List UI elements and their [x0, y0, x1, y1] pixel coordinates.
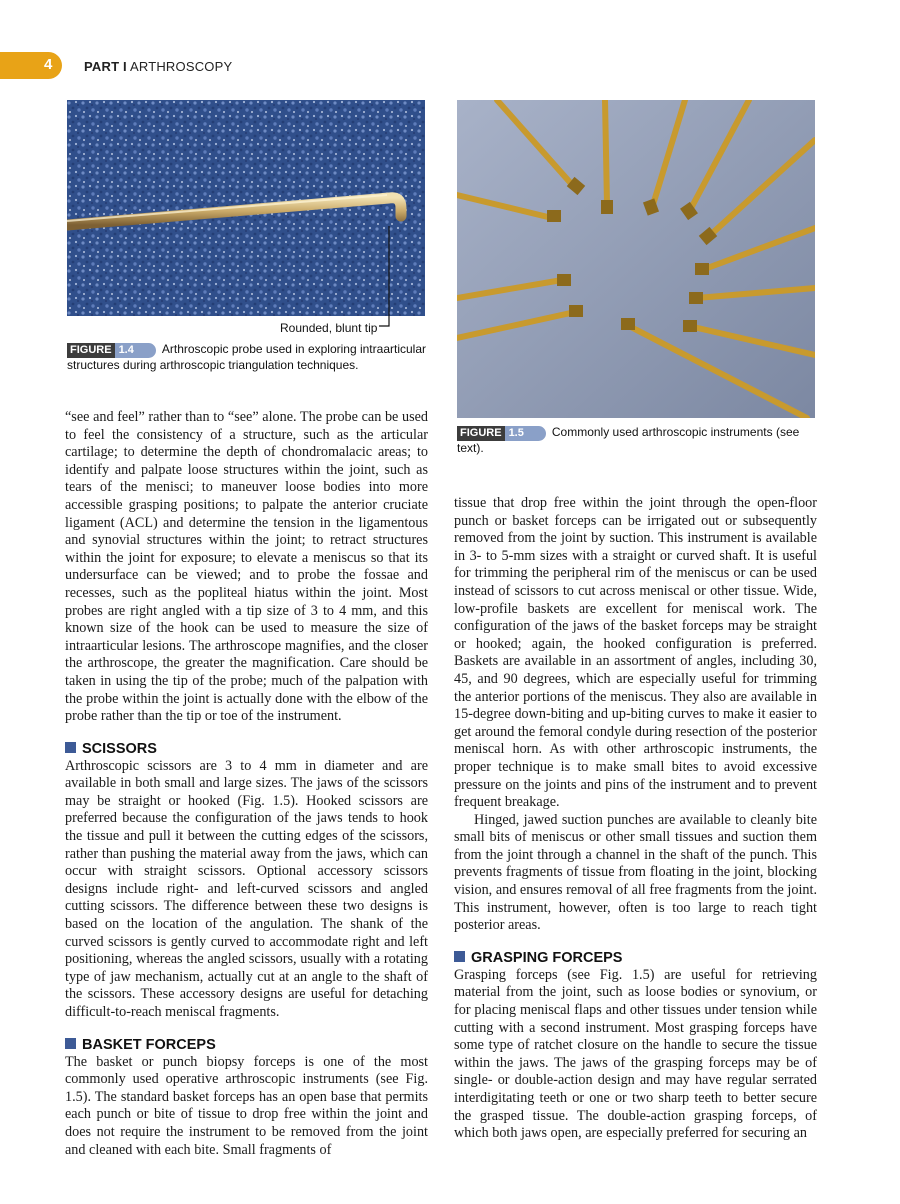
heading-square-icon — [65, 1038, 76, 1049]
page-number: 4 — [44, 56, 53, 73]
left-column — [65, 409, 428, 1159]
right-column — [454, 495, 817, 1143]
hinged-punch-paragraph: Hinged, jawed suction punches are available to cleanly bite small bits of meniscus or other small tissues and suction them from the joint through a channel in the shaft of the punch. This prevents fragments of tissue from floating in the joint, blocking vision, and ensures removal of all free fragments from the joint. This instrument, however, often is too large to reach tight posterior areas. — [454, 811, 817, 934]
figure-tag: FIGURE 1.5 — [457, 425, 546, 440]
caption-text: Commonly used arthroscopic instruments (see text). — [457, 425, 800, 455]
part-title: ARTHROSCOPY — [129, 59, 233, 74]
callout-leader-line — [379, 226, 398, 328]
probe-paragraph: “see and feel” rather than to “see” alone. The probe can be used to feel the consistency of a structure, such as the articular cartilage; to determine the depth of chondromalacic areas; to identify and palpate loose structures within the joint, such as tears of the menisci; to maneuver loose bodies into more accessible grasping positions; to palpate the anterior cruciate ligament (ACL) and determine the tension in the ligamentous and synovial structures within the joint; to retract structures within the joint for exposure; to elevate a meniscus so that its undersurface can be viewed; and to probe the fossae and recesses, such as the popliteal hiatus within the joint. Most probes are right angled with a tip size of 3 to 4 mm, and this known size of the hook can be used to measure the size of intraarticular lesions. The arthroscope magnifies, and the closer the arthroscope, the greater the magnification. Care should be taken in using the tip of the probe; much of the palpation with the probe within the joint is actually done with the elbow of the probe rather than the tip or toe of the instrument. — [65, 409, 428, 725]
page-number-tab — [0, 52, 62, 79]
basket-continued-paragraph: tissue that drop free within the joint through the open-floor punch or basket forceps can be irrigated out or subsequently removed from the joint by suction. This instrument is available in 3- to 5-mm sizes with a straight or curved shaft. It is useful for trimming the peripheral rim of the meniscus or can be used instead of scissors to cut across meniscal or other tissue. Wide, low-profile baskets are excellent for meniscal work. The configuration of the jaws of the basket forceps may be straight or hooked; again, the hooked configuration is preferred. Baskets are available in an assortment of angles, including 30, 45, and 90 degrees, which are especially useful for trimming the anterior portions of the meniscus. They also are available in 15-degree down-biting and up-biting curves to make it easier to get around the femoral condyle during resection of the posterior meniscal horn. As with other arthroscopic instruments, the proper technique is to make small bites to avoid excessive pressure on the joints and pins of the instrument and to prevent frequent breakage. — [454, 495, 817, 811]
running-head — [84, 59, 232, 74]
grasping-forceps-heading: GRASPING FORCEPS — [454, 949, 817, 967]
figure-1-4-image — [67, 100, 425, 316]
basket-paragraph: The basket or punch biopsy forceps is one of the most commonly used operative arthroscopic instruments (see Fig. 1.5). The standard basket forceps has an open base that permits each punch or bite of tissue to drop free within the joint and does not require the instrument to be removed from the joint and cleaned with each bite. Small fragments of — [65, 1053, 428, 1158]
figure-1-5-image — [457, 100, 815, 418]
figure-tag: FIGURE 1.4 — [67, 342, 156, 357]
heading-square-icon — [65, 742, 76, 753]
figure-1-4-caption — [67, 342, 429, 373]
heading-square-icon — [454, 951, 465, 962]
figure-1-4-callout: Rounded, blunt tip — [280, 321, 378, 335]
part-label: PART I — [84, 59, 127, 74]
scissors-paragraph: Arthroscopic scissors are 3 to 4 mm in diameter and are available in both small and large sizes. The jaws of the scissors may be straight or hooked (Fig. 1.5). Hooked scissors are preferred because the configuration of the jaws tends to hook the tissue and pull it between the cutting edges of the scissors, rather than pushing the material away from the jaws, which can occur with straight scissors. Optional accessory scissors designs include right- and left-curved scissors and angled cutting scissors. The difference between these two designs is based on the location of the angulation. The shank of the curved scissors is gently curved to accommodate right and left positioning, whereas the angled scissors, usually with a rotating type of jaw mechanism, actually cut at an angle to the shaft of the scissors. These accessory designs are useful for detaching difficult-to-reach meniscal fragments. — [65, 757, 428, 1020]
basket-forceps-heading: BASKET FORCEPS — [65, 1036, 428, 1054]
scissors-heading: SCISSORS — [65, 740, 428, 758]
grasping-paragraph: Grasping forceps (see Fig. 1.5) are useful for retrieving material from the joint, such as loose bodies or synovium, or for placing meniscal flaps and other tissues under tension while cutting with a second instrument. Most grasping forceps have some type of ratchet closure on the handle to secure the tissue within the jaws. The jaws of the grasping forceps may be of single- or double-action design and may have regular serrated interdigitating teeth or one or two sharp teeth to better secure the grasped tissue. The double-action grasping forceps, of which both jaws open, are especially preferred for securing an — [454, 966, 817, 1142]
caption-text: Arthroscopic probe used in exploring intraarticular structures during arthroscopic triangulation techniques. — [67, 342, 426, 372]
figure-1-5-caption — [457, 425, 819, 456]
